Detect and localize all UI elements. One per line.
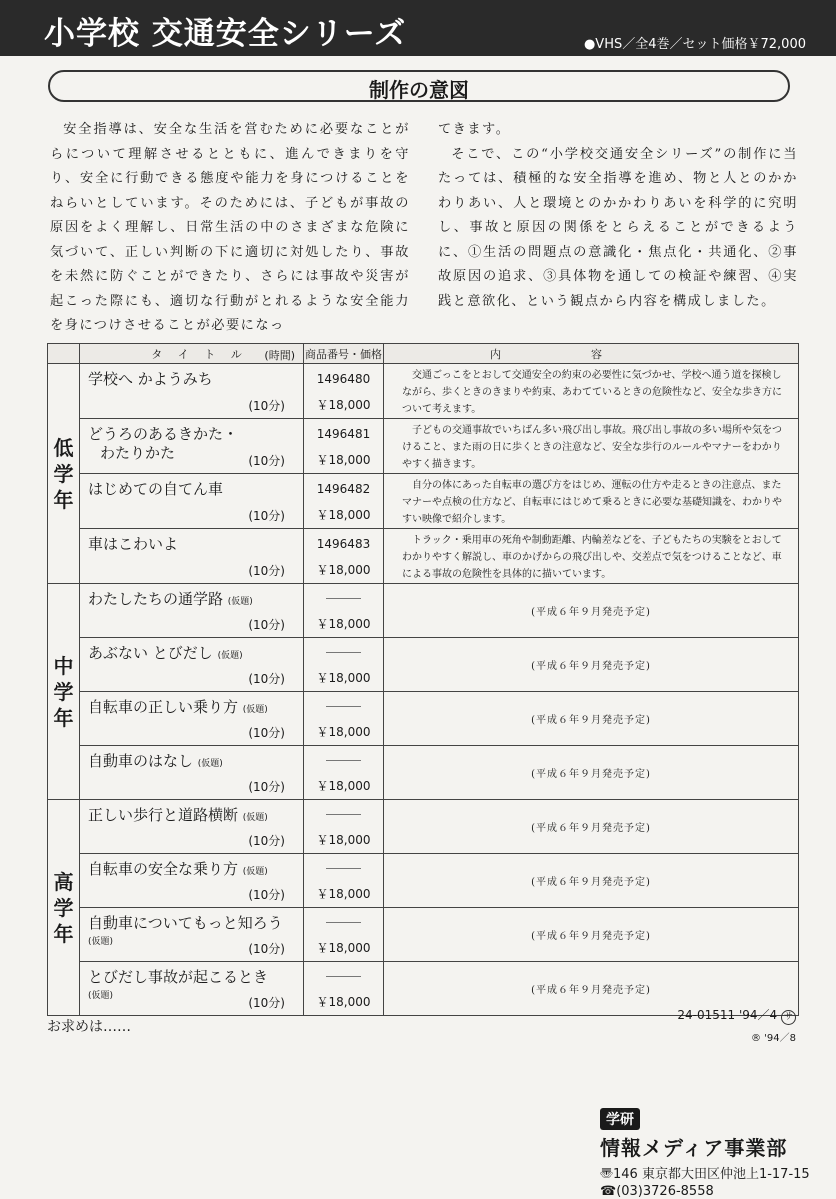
title-cell: 自転車の正しい乗り方 (仮題) (10分) (80, 692, 304, 746)
code-price-cell: 1496480 ￥18,000 (304, 364, 384, 419)
set-price: ●VHS／全4巻／セット価格￥72,000 (583, 37, 806, 52)
content-cell: (平成６年９月発売予定) (384, 908, 799, 962)
publisher-phone: ☎(03)3726-8558 (600, 1184, 714, 1199)
content-cell: (平成６年９月発売予定) (384, 962, 799, 1016)
code-price-cell: ￥18,000 (304, 962, 384, 1016)
series-title: 小学校 交通安全シリーズ (44, 16, 407, 52)
order-contact-label: お求めは…… (47, 1019, 131, 1035)
table-row (48, 584, 799, 638)
publisher-department: 情報メディア事業部 (600, 1136, 788, 1160)
code-price-cell: ￥18,000 (304, 746, 384, 800)
content-cell: 子どもの交通事故でいちばん多い飛び出し事故。飛び出し事故の多い場所や気をつけること、また雨の日に歩くときの注意など、安全な歩行のルールやマナーをわかりやすく描きます。 (384, 419, 799, 474)
code-price-cell: 1496481 ￥18,000 (304, 419, 384, 474)
title-cell: 学校へ かようみち (10分) (80, 364, 304, 419)
circled-mark-icon: サ (781, 1010, 796, 1025)
title-header: タ イ ト ル (時間) (80, 344, 304, 364)
code-price-cell: ￥18,000 (304, 638, 384, 692)
intro-paragraph-1-cont: てきます。 (438, 122, 511, 137)
title-cell: はじめての自てん車 (10分) (80, 474, 304, 529)
code-price-cell: ￥18,000 (304, 908, 384, 962)
header-banner (0, 0, 836, 56)
content-cell: (平成６年９月発売予定) (384, 584, 799, 638)
content-cell: (平成６年９月発売予定) (384, 692, 799, 746)
title-cell: とびだし事故が起こるとき (仮題) (10分) (80, 962, 304, 1016)
intro-paragraph-1: 安全指導は、安全な生活を営むために必要なことがらについて理解させるとともに、進んできまりを守り、安全に行動できる態度や能力を身につけることをねらいとしています。そのためには、子どもが事故の原因をよく理解し、日常生活の中のさまざまな危険に気づいて、正しい判断の下に適切に対処したり、事故を未然に防ぐことができたり、さらには事故や災害が起こった際にも、適切な行動がとれるような安全能力を身につけさせることが必要になっ (50, 122, 410, 333)
grade-high: 高 学 年 (48, 800, 80, 1016)
content-cell: 自分の体にあった自転車の選び方をはじめ、運転の仕方や走るときの注意点、またマナーや点検の仕方など、自転車にはじめて乗るときに必要な基礎知識を、わかりやすい映像で紹介します。 (384, 474, 799, 529)
content-cell: (平成６年９月発売予定) (384, 638, 799, 692)
table-row (48, 854, 799, 908)
catalog-code: 24-01511 '94／4 サ ® '94／8 (677, 1008, 796, 1044)
registered-mark-icon: ® (750, 1033, 761, 1044)
table-row (48, 692, 799, 746)
title-cell: 車はこわいよ (10分) (80, 529, 304, 584)
table-row (48, 364, 799, 419)
section-heading-bar (48, 70, 790, 102)
content-cell: 交通ごっこをとおして交通安全の約束の必要性に気づかせ、学校へ通う道を探検しながら、歩くときのきまりや約束、あわてているときの危険性など、安全な歩き方について考えます。 (384, 364, 799, 419)
title-cell: わたしたちの通学路 (仮題) (10分) (80, 584, 304, 638)
title-cell: どうろのあるきかた・ わたりかた (10分) (80, 419, 304, 474)
content-cell: (平成６年９月発売予定) (384, 800, 799, 854)
code-price-cell: 1496482 ￥18,000 (304, 474, 384, 529)
title-cell: 自転車の安全な乗り方 (仮題) (10分) (80, 854, 304, 908)
intro-paragraph-2: そこで、この“小学校交通安全シリーズ”の制作に当たっては、積極的な安全指導を進め、物と人とのかかわりあい、人と環境とのかかわりあいを科学的に究明し、事故と原因の関係をとらえることができるように、①生活の問題点の意識化・焦点化・共通化、②事故原因の追求、③具体物を通しての検証や練習、④実践と意欲化、という観点から内容を構成しました。 (438, 146, 798, 309)
grade-low: 低 学 年 (48, 364, 80, 584)
table-row (48, 746, 799, 800)
code-price-header: 商品番号・価格 (304, 344, 384, 364)
code-price-cell: ￥18,000 (304, 800, 384, 854)
section-title: 制作の意図 (369, 78, 469, 102)
product-table (47, 343, 799, 1016)
table-row (48, 529, 799, 584)
title-cell: 自動車のはなし (仮題) (10分) (80, 746, 304, 800)
title-cell: あぶない とびだし (仮題) (10分) (80, 638, 304, 692)
publisher-block (600, 1108, 810, 1199)
content-cell: (平成６年９月発売予定) (384, 746, 799, 800)
table-header-row (48, 344, 799, 364)
content-header: 内容 (384, 344, 799, 364)
grade-header (48, 344, 80, 364)
content-cell: トラック・乗用車の死角や制動距離、内輪差などを、子どもたちの実験をとおしてわかりやすく解説し、車のかげからの飛び出しや、交差点で気をつけることなど、車による事故の危険性を具体的に描いています。 (384, 529, 799, 584)
table-row (48, 908, 799, 962)
table-row (48, 638, 799, 692)
grade-mid: 中 学 年 (48, 584, 80, 800)
code-price-cell: ￥18,000 (304, 854, 384, 908)
publisher-address: 〠146 東京都大田区仲池上1-17-15 (600, 1167, 810, 1182)
gakken-logo: 学研 (600, 1108, 640, 1130)
table-row (48, 800, 799, 854)
code-price-cell: 1496483 ￥18,000 (304, 529, 384, 584)
title-cell: 正しい歩行と道路横断 (仮題) (10分) (80, 800, 304, 854)
code-price-cell: ￥18,000 (304, 692, 384, 746)
table-row (48, 474, 799, 529)
code-price-cell: ￥18,000 (304, 584, 384, 638)
intro-right-column (438, 118, 798, 314)
table-row (48, 419, 799, 474)
intro-left-column (50, 118, 410, 339)
title-cell: 自動車についてもっと知ろう (仮題) (10分) (80, 908, 304, 962)
content-cell: (平成６年９月発売予定) (384, 854, 799, 908)
